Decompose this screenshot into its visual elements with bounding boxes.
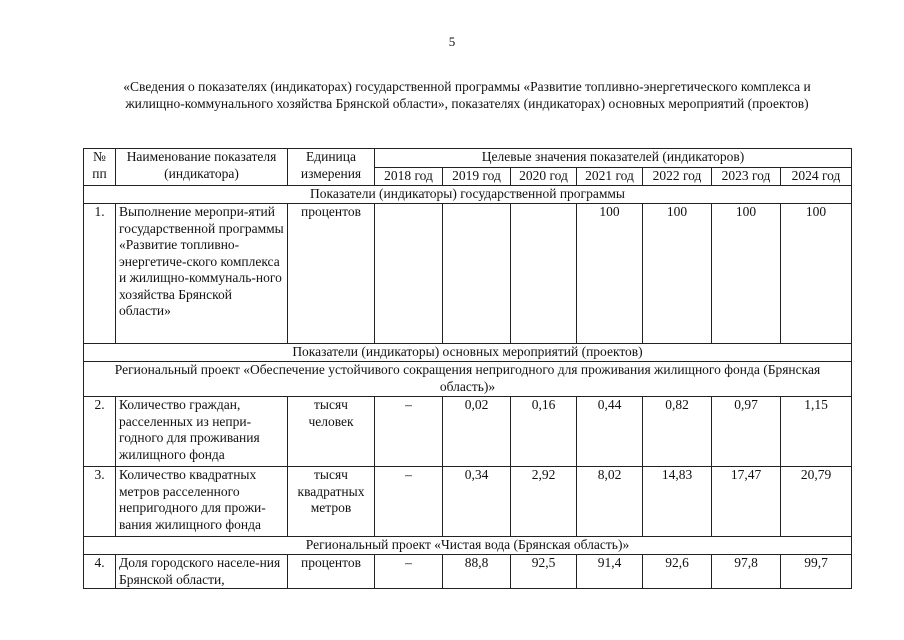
indicator-name: Количество квадратных метров расселенного непригодного для прожи-вания жилищного фонда: [116, 467, 288, 537]
value-cell: 0,34: [443, 467, 511, 537]
row-number: 2.: [84, 397, 116, 467]
row-number: 4.: [84, 555, 116, 589]
value-cell: 17,47: [712, 467, 781, 537]
section-row: [84, 344, 852, 362]
indicator-name: Доля городского населе-ния Брянской области,: [116, 555, 288, 589]
table-row: [84, 204, 852, 344]
value-cell: 100: [781, 204, 852, 344]
unit-cell: тысяч человек: [288, 397, 375, 467]
indicator-name: Выполнение меропри-ятий государственной программы «Развитие топливно-энергетиче-ского комплекса и жилищно-коммуналь-ного хозяйства Брянской области»: [116, 204, 288, 344]
header-year: 2021 год: [577, 168, 643, 186]
value-cell: 91,4: [577, 555, 643, 589]
document-title: «Сведения о показателях (индикаторах) государственной программы «Развитие топливно-энергетического комплекса и жилищно-коммунального хозяйства Брянской области», показателях (индикаторах) основных мероприятий (проектов): [123, 79, 811, 111]
value-cell: –: [375, 467, 443, 537]
table-row: [84, 555, 852, 589]
table-row: [84, 467, 852, 537]
header-year: 2019 год: [443, 168, 511, 186]
unit-cell: процентов: [288, 555, 375, 589]
value-cell: 99,7: [781, 555, 852, 589]
header-year: 2023 год: [712, 168, 781, 186]
section-row: [84, 362, 852, 397]
page-number: 5: [448, 34, 456, 49]
unit-cell: тысяч квадратных метров: [288, 467, 375, 537]
value-cell: 100: [643, 204, 712, 344]
value-cell: 100: [712, 204, 781, 344]
indicators-table: [83, 148, 852, 589]
value-cell: 14,83: [643, 467, 712, 537]
indicator-name: Количество граждан, расселенных из непри-годного для проживания жилищного фонда: [116, 397, 288, 467]
header-year: 2024 год: [781, 168, 852, 186]
header-target-values: Целевые значения показателей (индикаторов): [375, 149, 852, 168]
value-cell: 88,8: [443, 555, 511, 589]
value-cell: 2,92: [511, 467, 577, 537]
value-cell: 0,82: [643, 397, 712, 467]
header-name: Наименование показателя (индикатора): [116, 149, 288, 186]
unit-cell: процентов: [288, 204, 375, 344]
value-cell: 8,02: [577, 467, 643, 537]
value-cell: –: [375, 555, 443, 589]
value-cell: [443, 204, 511, 344]
table-row: [84, 397, 852, 467]
value-cell: 92,5: [511, 555, 577, 589]
value-cell: [511, 204, 577, 344]
value-cell: 97,8: [712, 555, 781, 589]
value-cell: 20,79: [781, 467, 852, 537]
section-main-indicators: Показатели (индикаторы) основных мероприятий (проектов): [84, 344, 852, 362]
value-cell: [375, 204, 443, 344]
value-cell: 0,44: [577, 397, 643, 467]
section-program-indicators: Показатели (индикаторы) государственной программы: [84, 186, 852, 204]
value-cell: 0,97: [712, 397, 781, 467]
header-row-1: [84, 149, 852, 168]
header-unit: Единица измерения: [288, 149, 375, 186]
value-cell: 0,02: [443, 397, 511, 467]
value-cell: 0,16: [511, 397, 577, 467]
row-number: 3.: [84, 467, 116, 537]
value-cell: 100: [577, 204, 643, 344]
row-number: 1.: [84, 204, 116, 344]
project-heading: Региональный проект «Обеспечение устойчивого сокращения непригодного для проживания жилищного фонда (Брянская область)»: [84, 362, 852, 397]
header-year: 2022 год: [643, 168, 712, 186]
value-cell: –: [375, 397, 443, 467]
header-year: 2018 год: [375, 168, 443, 186]
value-cell: 92,6: [643, 555, 712, 589]
project-heading: Региональный проект «Чистая вода (Брянская область)»: [84, 537, 852, 555]
value-cell: 1,15: [781, 397, 852, 467]
section-row: [84, 537, 852, 555]
section-row: [84, 186, 852, 204]
header-no: № пп: [84, 149, 116, 186]
header-year: 2020 год: [511, 168, 577, 186]
